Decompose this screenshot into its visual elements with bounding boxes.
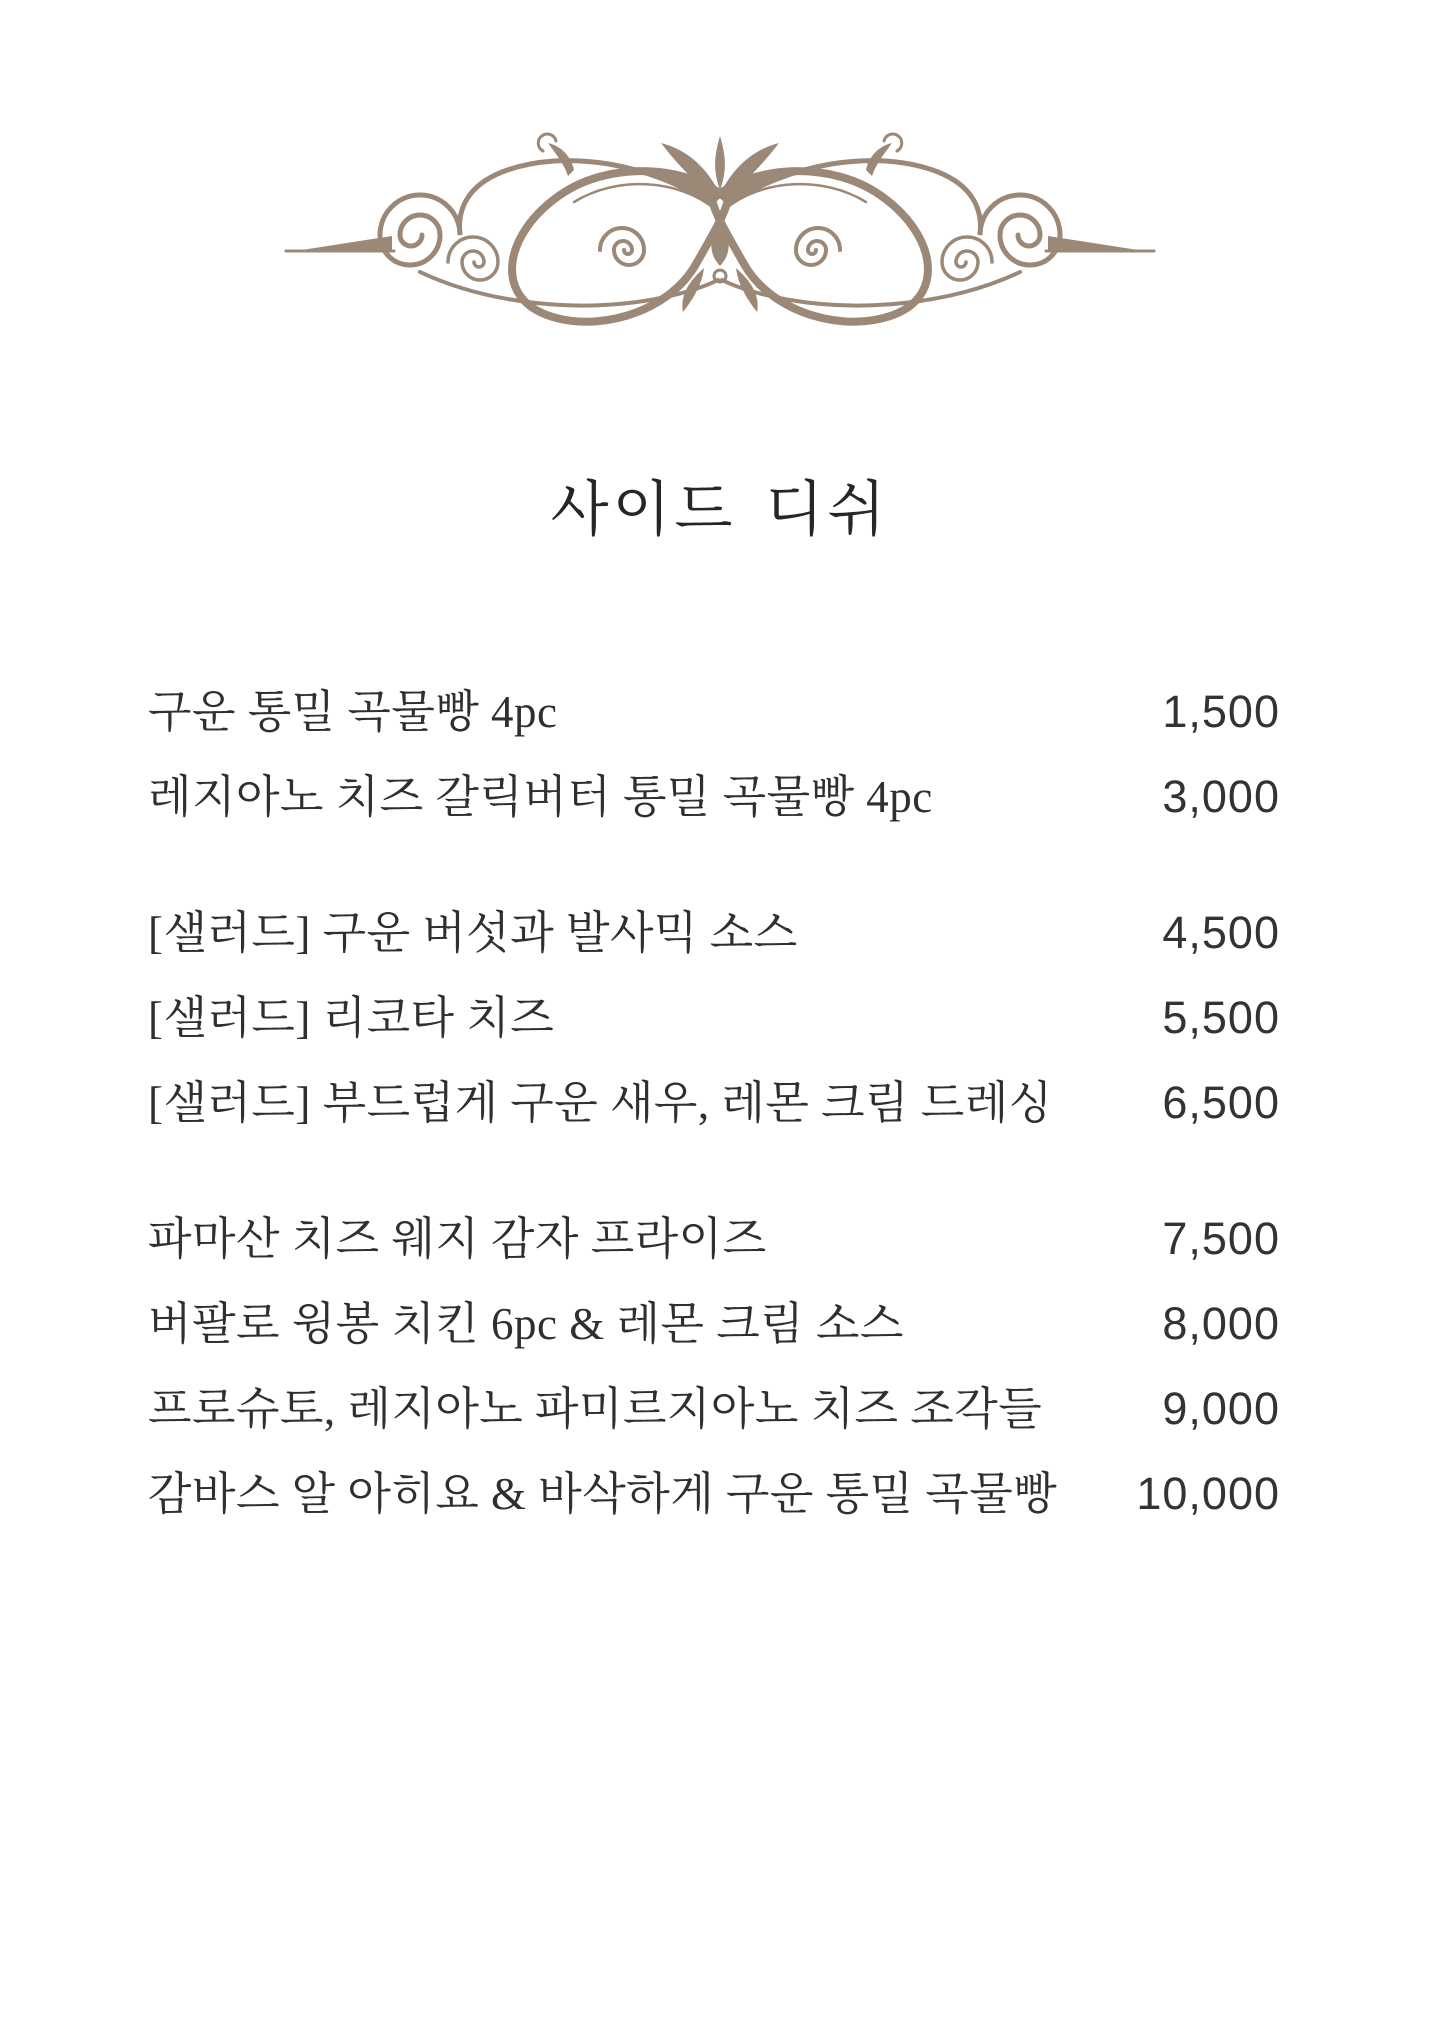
menu-item-price: 5,500 (1162, 992, 1280, 1043)
menu-item-row (148, 1466, 1280, 1526)
menu-item-row (148, 990, 1280, 1050)
menu-item-price: 6,500 (1162, 1077, 1280, 1128)
menu-item-row (148, 1211, 1280, 1271)
menu-item-price: 3,000 (1162, 771, 1280, 822)
menu-item-price: 4,500 (1162, 907, 1280, 958)
menu-item-name: [샐러드] 부드럽게 구운 새우, 레몬 크림 드레싱 (148, 1078, 1053, 1128)
menu-item-name: 감바스 알 아히요 & 바삭하게 구운 통밀 곡물빵 (148, 1469, 1058, 1519)
menu-item-row (148, 905, 1280, 965)
menu-item-name: [샐러드] 리코타 치즈 (148, 993, 555, 1043)
menu-item-row (148, 1296, 1280, 1356)
menu-item-name: 프로슈토, 레지아노 파미르지아노 치즈 조각들 (148, 1384, 1043, 1434)
menu-item-name: 버팔로 윙봉 치킨 6pc & 레몬 크림 소스 (148, 1299, 904, 1349)
menu-item-price: 10,000 (1136, 1468, 1280, 1519)
menu-item-price: 1,500 (1162, 686, 1280, 737)
flourish-ornament-icon (0, 0, 1440, 340)
menu-item-price: 8,000 (1162, 1298, 1280, 1349)
menu-item-price: 7,500 (1162, 1213, 1280, 1264)
menu-item-row (148, 769, 1280, 829)
menu-item-name: [샐러드] 구운 버섯과 발사믹 소스 (148, 908, 798, 958)
menu-item-name: 레지아노 치즈 갈릭버터 통밀 곡물빵 4pc (148, 772, 933, 822)
menu-item-row (148, 1075, 1280, 1135)
menu-item-price: 9,000 (1162, 1383, 1280, 1434)
menu-list (148, 684, 1280, 1551)
menu-item-row (148, 684, 1280, 744)
menu-item-name: 구운 통밀 곡물빵 4pc (148, 687, 558, 737)
menu-item-name: 파마산 치즈 웨지 감자 프라이즈 (148, 1214, 767, 1264)
menu-item-row (148, 1381, 1280, 1441)
page-title: 사이드 디쉬 (550, 477, 890, 543)
